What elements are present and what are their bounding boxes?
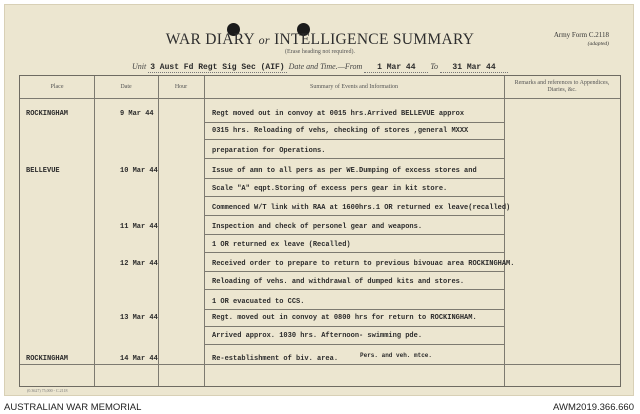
row-text: preparation for Operations. [212, 147, 326, 155]
diary-table [19, 75, 621, 387]
col-divider-summary [504, 76, 505, 386]
title-or: or [258, 33, 270, 47]
row-text: Reloading of vehs. and withdrawal of dumped kits and stores. [212, 278, 465, 286]
row-text: Issue of amn to all pers as per WE.Dumping of excess stores and [212, 167, 477, 175]
row-rule [204, 326, 504, 327]
row-text: 0315 hrs. Reloading of vehs, checking of stores ,general MXXX [212, 127, 469, 135]
row-rule [204, 344, 504, 345]
col-divider-date [158, 76, 159, 386]
row-text: Re-establishment of biv. area. [212, 355, 339, 363]
col-header-remarks: Remarks and references to Appendices, Diaries, &c. [514, 80, 610, 93]
col-header-place: Place [50, 84, 64, 90]
row-rule [204, 158, 504, 159]
col-header-hour: Hour [174, 84, 188, 90]
row-text: Arrived approx. 1030 hrs. Afternoon- swimming pde. [212, 332, 423, 340]
header-rule [20, 98, 620, 99]
caption-institution: AUSTRALIAN WAR MEMORIAL [4, 402, 142, 413]
row-rule [204, 234, 504, 235]
unit-line [5, 62, 634, 73]
row-rule [204, 252, 504, 253]
unit-value: 3 Aust Fd Regt Sig Sec (AIF) [150, 63, 285, 72]
row-rule [204, 196, 504, 197]
erase-note: (Erase heading not required). [285, 49, 355, 55]
col-divider-place [94, 76, 95, 386]
row-text: 1 OR evacuated to CCS. [212, 298, 305, 306]
date-from-label: Date and Time.—From [288, 62, 363, 71]
row-text: Regt moved out in convoy at 0015 hrs.Arrived BELLEVUE approx [212, 110, 465, 118]
row-rule [204, 289, 504, 290]
row-text: Inspection and check of personel gear and weapons. [212, 223, 423, 231]
col-header-summary: Summary of Events and Information [310, 84, 398, 90]
row-rule [204, 178, 504, 179]
col-header-date: Date [120, 84, 132, 90]
overtyped-note: Pers. and veh. mtce. [360, 352, 433, 359]
row-text: Received order to prepare to return to previous bivouac area ROCKINGHAM. [212, 260, 515, 268]
row-rule [204, 271, 504, 272]
row-place: ROCKINGHAM [26, 110, 69, 118]
row-date: 10 Mar 44 [120, 167, 158, 175]
caption-accession-number: AWM2019.366.660 [553, 402, 634, 413]
row-text: Regt. moved out in convoy at 0800 hrs for return to ROCKINGHAM. [212, 314, 477, 322]
row-text: Commenced W/T link with RAA at 1600hrs.1 OR returned ex leave(recalled) [212, 204, 511, 212]
row-rule [204, 139, 504, 140]
army-form-note: (adapted) [587, 41, 609, 47]
row-rule [204, 309, 504, 310]
unit-label: Unit [131, 62, 147, 71]
diary-sheet [4, 4, 634, 396]
row-date: 12 Mar 44 [120, 260, 158, 268]
date-to-value: 31 Mar 44 [440, 63, 508, 73]
row-text: 1 OR returned ex leave (Recalled) [212, 241, 351, 249]
row-date: 14 Mar 44 [120, 355, 158, 363]
date-from-value: 1 Mar 44 [364, 63, 428, 73]
army-form-label [554, 31, 609, 49]
row-date: 9 Mar 44 [120, 110, 154, 118]
row-date: 11 Mar 44 [120, 223, 158, 231]
row-rule [20, 364, 620, 365]
row-text: Scale "A" eqpt.Storing of excess pers gear in kit store. [212, 185, 448, 193]
row-date: 13 Mar 44 [120, 314, 158, 322]
row-rule [204, 122, 504, 123]
form-title [5, 31, 634, 49]
row-place: BELLEVUE [26, 167, 60, 175]
title-war-diary: WAR DIARY [165, 31, 255, 48]
date-to-label: To [430, 62, 439, 71]
row-place: ROCKINGHAM [26, 355, 69, 363]
printer-imprint: (0.3627) 75,000 - C.2118 [27, 388, 68, 393]
title-intelligence-summary: INTELLIGENCE SUMMARY [274, 31, 475, 48]
army-form-number: Army Form C.2118 [553, 31, 609, 39]
row-rule [204, 215, 504, 216]
